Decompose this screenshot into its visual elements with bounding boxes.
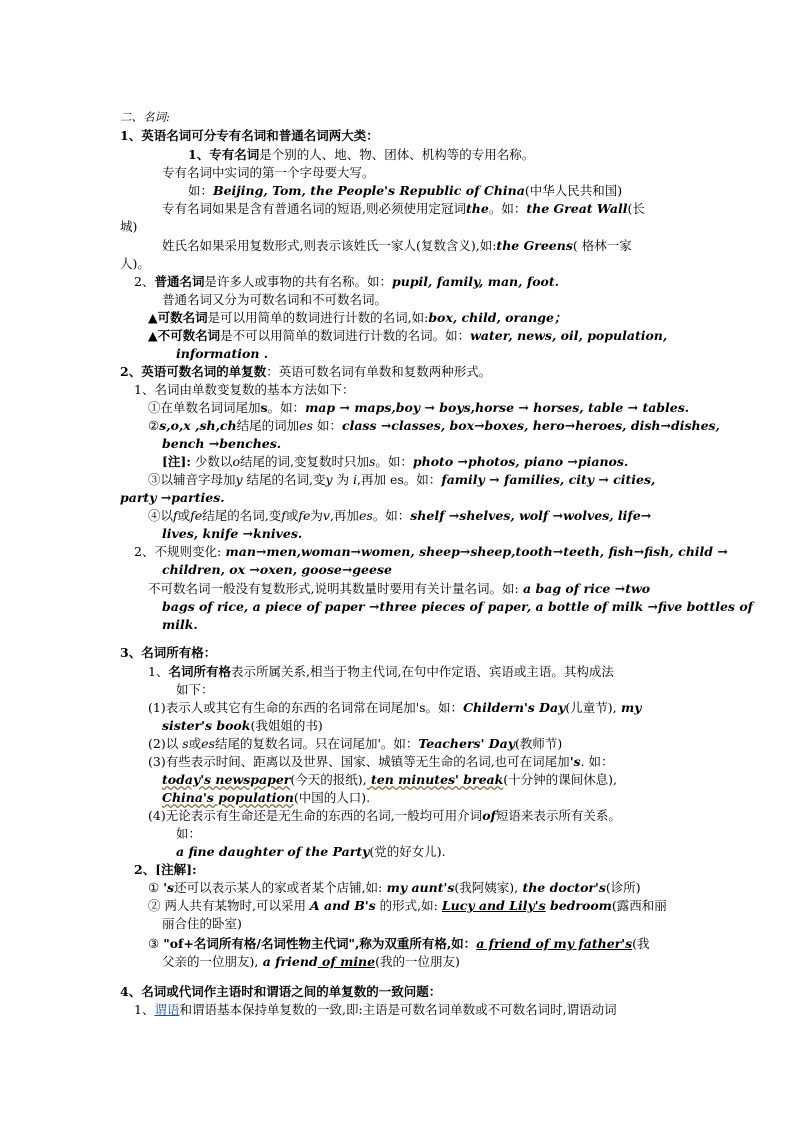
definite-article-rule: 专有名词如果是含有普通名词的短语,则必须使用定冠词the。如：the Great Wall(长 xyxy=(162,201,645,216)
irregular-plurals-cont: children, ox →oxen, goose→geese xyxy=(162,562,392,577)
possessive-rule-4-example: a fine daughter of the Party(党的好女儿). xyxy=(176,844,446,859)
uncountable-noun-definition-cont: information . xyxy=(176,346,269,361)
uncountable-quantity-cont-1: bags of rice, a piece of paper →three pieces of paper, a bottle of milk →five bottles of xyxy=(162,599,754,614)
irregular-plurals: 2、不规则变化: man→men,woman→women, sheep→sheep,tooth→teeth, fish→fish, child → xyxy=(134,544,728,559)
possessive-rule-1-cont: sister's book(我姐姐的书) xyxy=(162,718,323,733)
proper-noun-definition: 1、专有名词是个别的人、地、物、团体、机构等的专用名称。 xyxy=(188,147,535,162)
plural-rule-4-cont: lives, knife →knives. xyxy=(162,526,303,541)
note-1: ① 's还可以表示某人的家或者某个店铺,如: my aunt's(我阿姨家), the doctor's(诊所) xyxy=(148,880,641,895)
note-2: ② 两人共有某物时,可以采用 A and B's 的形式,如: Lucy and Lily's bedroom(露西和丽 xyxy=(148,898,667,913)
possessive-rule-1: (1)表示人或其它有生命的东西的名词常在词尾加's。如：Childern's Day(儿童节), my xyxy=(148,700,642,715)
plural-rule-3: ③以辅音字母加y 结尾的名词,变y 为 i,再加 es。如：family → families, city → cities, xyxy=(148,472,656,487)
plural-basic-rules: 1、名词由单数变复数的基本方法如下： xyxy=(134,382,355,397)
uncountable-noun-definition: ▲不可数名词是不可以用简单的数词进行计数的名词。如：water, news, oil, population, xyxy=(148,328,668,343)
agreement-rule-1: 1、谓语和谓语基本保持单复数的一致,即:主语是可数名词单数或不可数名词时,谓语动词 xyxy=(134,1002,617,1017)
possessive-definition-cont: 如下： xyxy=(176,682,214,697)
note-3: ③ "of+名词所有格/名词性物主代词",称为双重所有格,如：a friend of my father's(我 xyxy=(148,936,650,951)
possessive-rule-4-cont: 如： xyxy=(176,826,202,841)
common-noun-split: 普通名词又分为可数名词和不可数名词。 xyxy=(162,292,388,307)
uncountable-quantity-cont-2: milk. xyxy=(162,617,198,632)
notes-heading: 2、[注解]: xyxy=(134,862,197,877)
definite-article-rule-cont: 城) xyxy=(120,219,138,234)
possessive-rule-3-examples: today's newspaper(今天的报纸), ten minutes' break(十分钟的课间休息), xyxy=(162,772,618,787)
predicate-link[interactable]: 谓语 xyxy=(154,1002,180,1017)
proper-noun-examples: 如：Beijing, Tom, the People's Republic of China(中华人民共和国) xyxy=(188,183,623,198)
plural-rule-3-cont: party →parties. xyxy=(120,490,225,505)
possessive-rule-3: (3)有些表示时间、距离以及世界、国家、城镇等无生命的名词,也可在词尾加's. 如： xyxy=(148,754,614,769)
plural-rule-1: ①在单数名词词尾加s。如：map → maps,boy → boys,horse → horses, table → tables. xyxy=(148,400,690,415)
surname-plural-rule-cont: 人)。 xyxy=(120,256,150,271)
heading-3: 3、名词所有格： xyxy=(120,645,217,660)
capitalization-rule: 专有名词中实词的第一个字母要大写。 xyxy=(162,165,375,180)
heading-4: 4、名词或代词作主语时和谓语之间的单复数的一致问题： xyxy=(120,984,442,999)
plural-rule-2-cont: bench →benches. xyxy=(162,436,282,451)
possessive-definition: 1、名词所有格表示所属关系,相当于物主代词,在句中作定语、宾语或主语。其构成法 xyxy=(148,664,614,679)
heading-2: 2、英语可数名词的单复数：英语可数名词有单数和复数两种形式。 xyxy=(120,364,492,379)
possessive-rule-2: (2)以 s或es结尾的复数名词。只在词尾加'。如：Teachers' Day(教师节) xyxy=(148,736,563,751)
uncountable-quantity: 不可数名词一般没有复数形式,说明其数量时要用有关计量名词。如: a bag of rice →two xyxy=(148,581,651,596)
heading-1: 1、英语名词可分专有名词和普通名词两大类： xyxy=(120,128,379,143)
countable-noun-definition: ▲可数名词是可以用简单的数词进行计数的名词,如:box, child, orange； xyxy=(148,310,567,325)
plural-rule-4: ④以f或fe结尾的名词,变f或fe为v,再加es。如：shelf →shelves, wolf →wolves, life→ xyxy=(148,508,652,523)
section-title: 二、名词: xyxy=(120,110,170,124)
note-2-cont: 丽合住的卧室) xyxy=(162,916,242,931)
possessive-rule-3-examples-cont: China's population(中国的人口). xyxy=(162,790,371,805)
plural-rule-2-note: [注]: 少数以o结尾的词,变复数时只加s。如：photo →photos, piano →pianos. xyxy=(162,454,629,469)
possessive-rule-4: (4)无论表示有生命还是无生命的东西的名词,一般均可用介词of短语来表示所有关系。 xyxy=(148,808,621,823)
plural-rule-2: ②s,o,x ,sh,ch结尾的词加es 如：class →classes, box→boxes, hero→heroes, dish→dishes, xyxy=(148,418,720,433)
surname-plural-rule: 姓氏名如果采用复数形式,则表示该姓氏一家人(复数含义),如:the Greens( 格林一家 xyxy=(162,238,632,253)
note-3-cont: 父亲的一位朋友), a friend of mine(我的一位朋友) xyxy=(162,954,460,969)
common-noun-definition: 2、普通名词是许多人或事物的共有名称。如：pupil, family, man, foot. xyxy=(134,274,560,289)
